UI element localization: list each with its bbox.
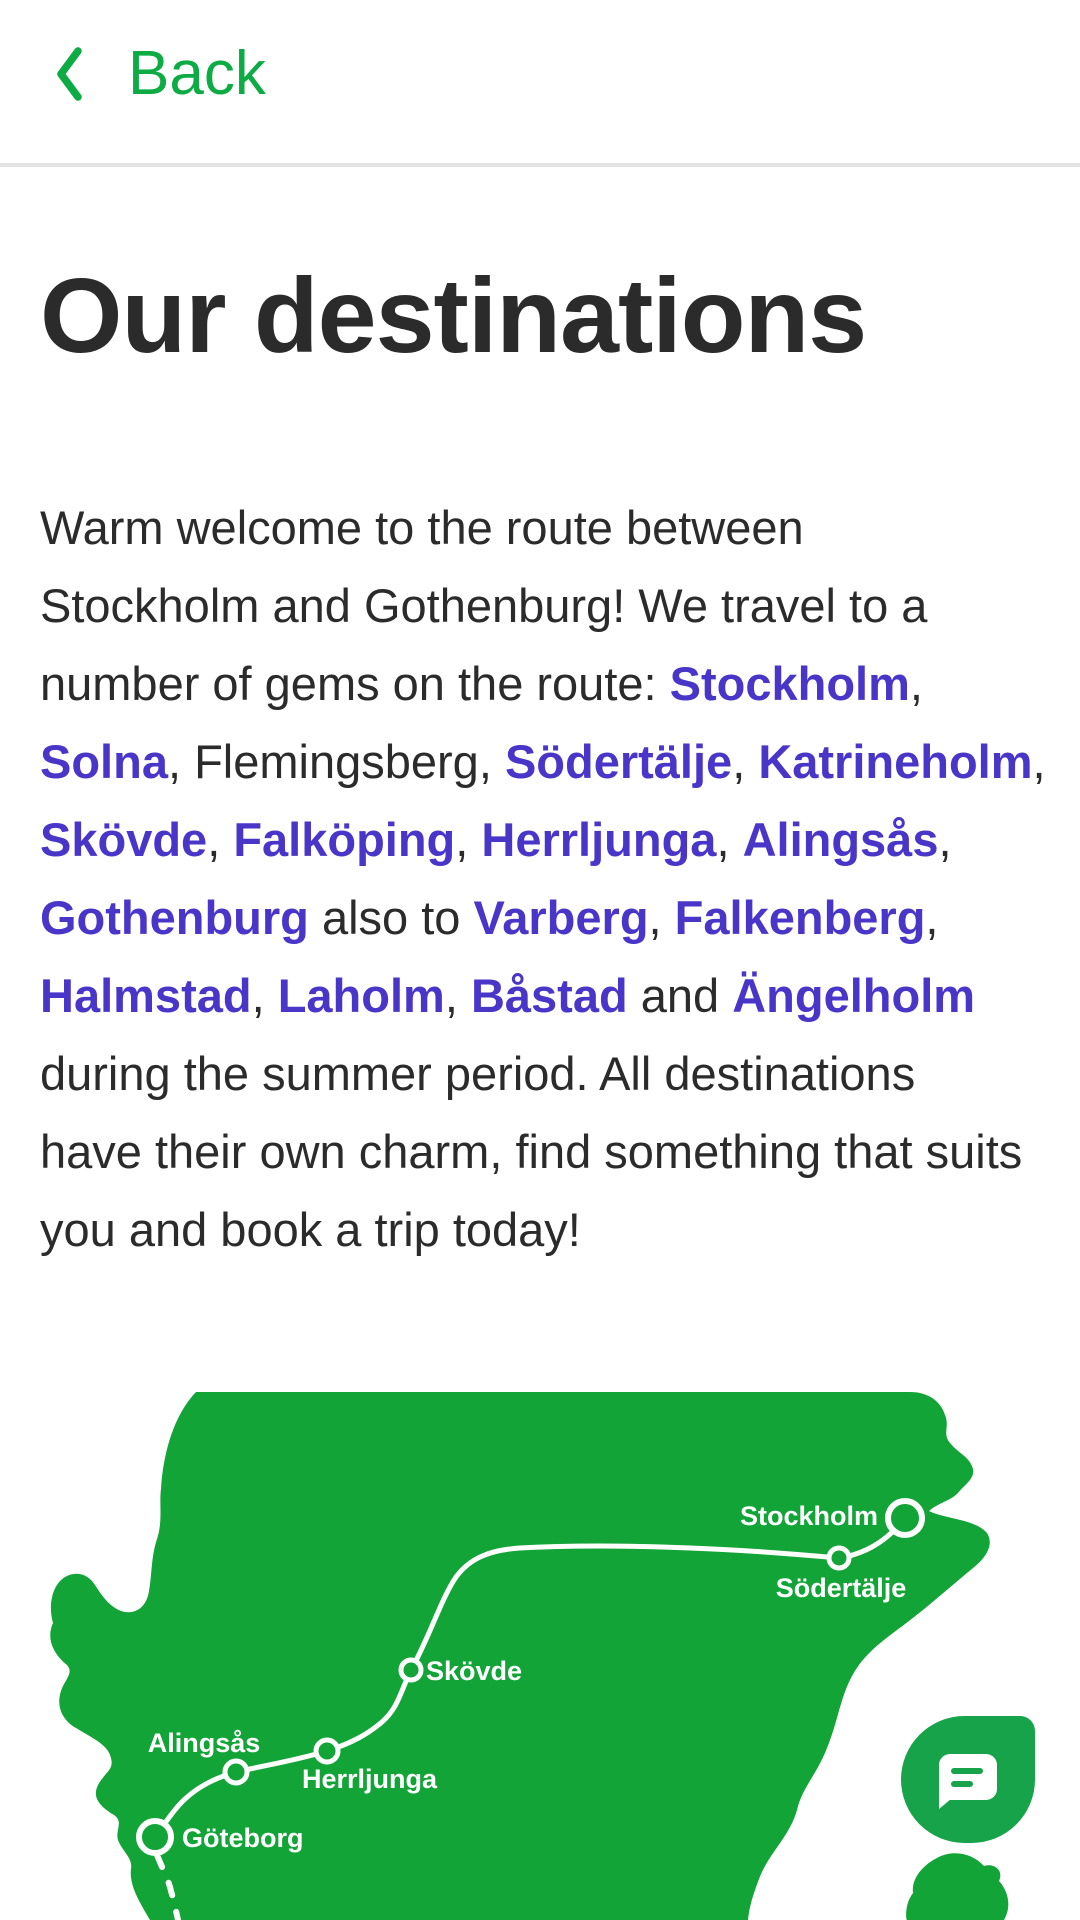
text-span: also to bbox=[308, 891, 474, 944]
map-station-circle bbox=[316, 1740, 338, 1762]
city-link[interactable]: Gothenburg bbox=[40, 891, 309, 944]
city-link[interactable]: Skövde bbox=[40, 813, 208, 866]
header-divider bbox=[0, 163, 1080, 167]
city-link[interactable]: Södertälje bbox=[504, 735, 733, 788]
map-station-label: Alingsås bbox=[147, 1728, 261, 1758]
text-span: and bbox=[627, 969, 733, 1022]
city-link[interactable]: Laholm bbox=[277, 969, 445, 1022]
destinations-map bbox=[0, 1378, 1080, 1920]
intro-line bbox=[40, 801, 1040, 879]
text-span: , Flemingsberg, bbox=[167, 735, 505, 788]
map-station-circle bbox=[139, 1821, 171, 1853]
text-span: number of gems on the route: bbox=[40, 657, 670, 710]
map-station-circle bbox=[401, 1660, 421, 1680]
text-span: Stockholm and Gothenburg! We travel to a bbox=[40, 579, 928, 632]
text-span: have their own charm, find something that suits bbox=[40, 1125, 1023, 1178]
city-link[interactable]: Halmstad bbox=[40, 969, 252, 1022]
text-span: , bbox=[207, 813, 234, 866]
back-label: Back bbox=[128, 39, 266, 108]
chat-bubble-icon bbox=[939, 1754, 997, 1800]
intro-line bbox=[40, 567, 1040, 645]
text-span: , bbox=[732, 735, 759, 788]
island-shape bbox=[906, 1853, 1008, 1920]
intro-line bbox=[40, 723, 1046, 801]
map-station-label: Göteborg bbox=[182, 1823, 304, 1853]
intro-line bbox=[40, 957, 1040, 1035]
text-span: , bbox=[716, 813, 743, 866]
chat-button[interactable] bbox=[901, 1716, 1035, 1843]
intro-line bbox=[40, 1191, 1040, 1269]
city-link[interactable]: Båstad bbox=[470, 969, 628, 1022]
city-link[interactable]: Katrineholm bbox=[758, 735, 1033, 788]
text-span: Warm welcome to the route between bbox=[40, 501, 804, 554]
back-button[interactable] bbox=[54, 38, 266, 110]
city-link[interactable]: Ängelholm bbox=[732, 969, 976, 1022]
city-link[interactable]: Alingsås bbox=[742, 813, 939, 866]
intro-line bbox=[40, 1035, 1040, 1113]
text-span: , bbox=[909, 657, 923, 710]
city-link[interactable]: Stockholm bbox=[669, 657, 910, 710]
map-station-label: Skövde bbox=[426, 1656, 523, 1686]
city-link[interactable]: Solna bbox=[40, 735, 168, 788]
header bbox=[0, 0, 1080, 163]
chevron-left-icon bbox=[54, 46, 84, 102]
intro-paragraph bbox=[40, 489, 1046, 1269]
city-link[interactable]: Herrljunga bbox=[481, 813, 717, 866]
chat-bubble-line bbox=[951, 1781, 973, 1787]
text-span: during the summer period. All destinations bbox=[40, 1047, 916, 1100]
map-station-label: Herrljunga bbox=[302, 1764, 438, 1794]
intro-line bbox=[40, 879, 1040, 957]
text-span: , bbox=[1032, 735, 1046, 788]
text-span: , bbox=[455, 813, 482, 866]
city-link[interactable]: Falköping bbox=[233, 813, 456, 866]
map-station-circle bbox=[225, 1761, 247, 1783]
text-span: , bbox=[648, 891, 675, 944]
text-span: , bbox=[251, 969, 278, 1022]
text-span: , bbox=[925, 891, 939, 944]
intro-line bbox=[40, 645, 1040, 723]
intro-line bbox=[40, 489, 1040, 567]
chat-bubble-line bbox=[951, 1768, 983, 1774]
text-span: , bbox=[444, 969, 471, 1022]
page-title: Our destinations bbox=[40, 257, 867, 375]
city-link[interactable]: Falkenberg bbox=[674, 891, 926, 944]
map-station-circle bbox=[829, 1548, 849, 1568]
map-station-circle bbox=[888, 1501, 922, 1535]
intro-line bbox=[40, 1113, 1040, 1191]
text-span: you and book a trip today! bbox=[40, 1203, 581, 1256]
city-link[interactable]: Varberg bbox=[473, 891, 649, 944]
map-station-label: Stockholm bbox=[739, 1501, 878, 1531]
text-span: , bbox=[938, 813, 952, 866]
map-station-label: Södertälje bbox=[775, 1573, 907, 1603]
